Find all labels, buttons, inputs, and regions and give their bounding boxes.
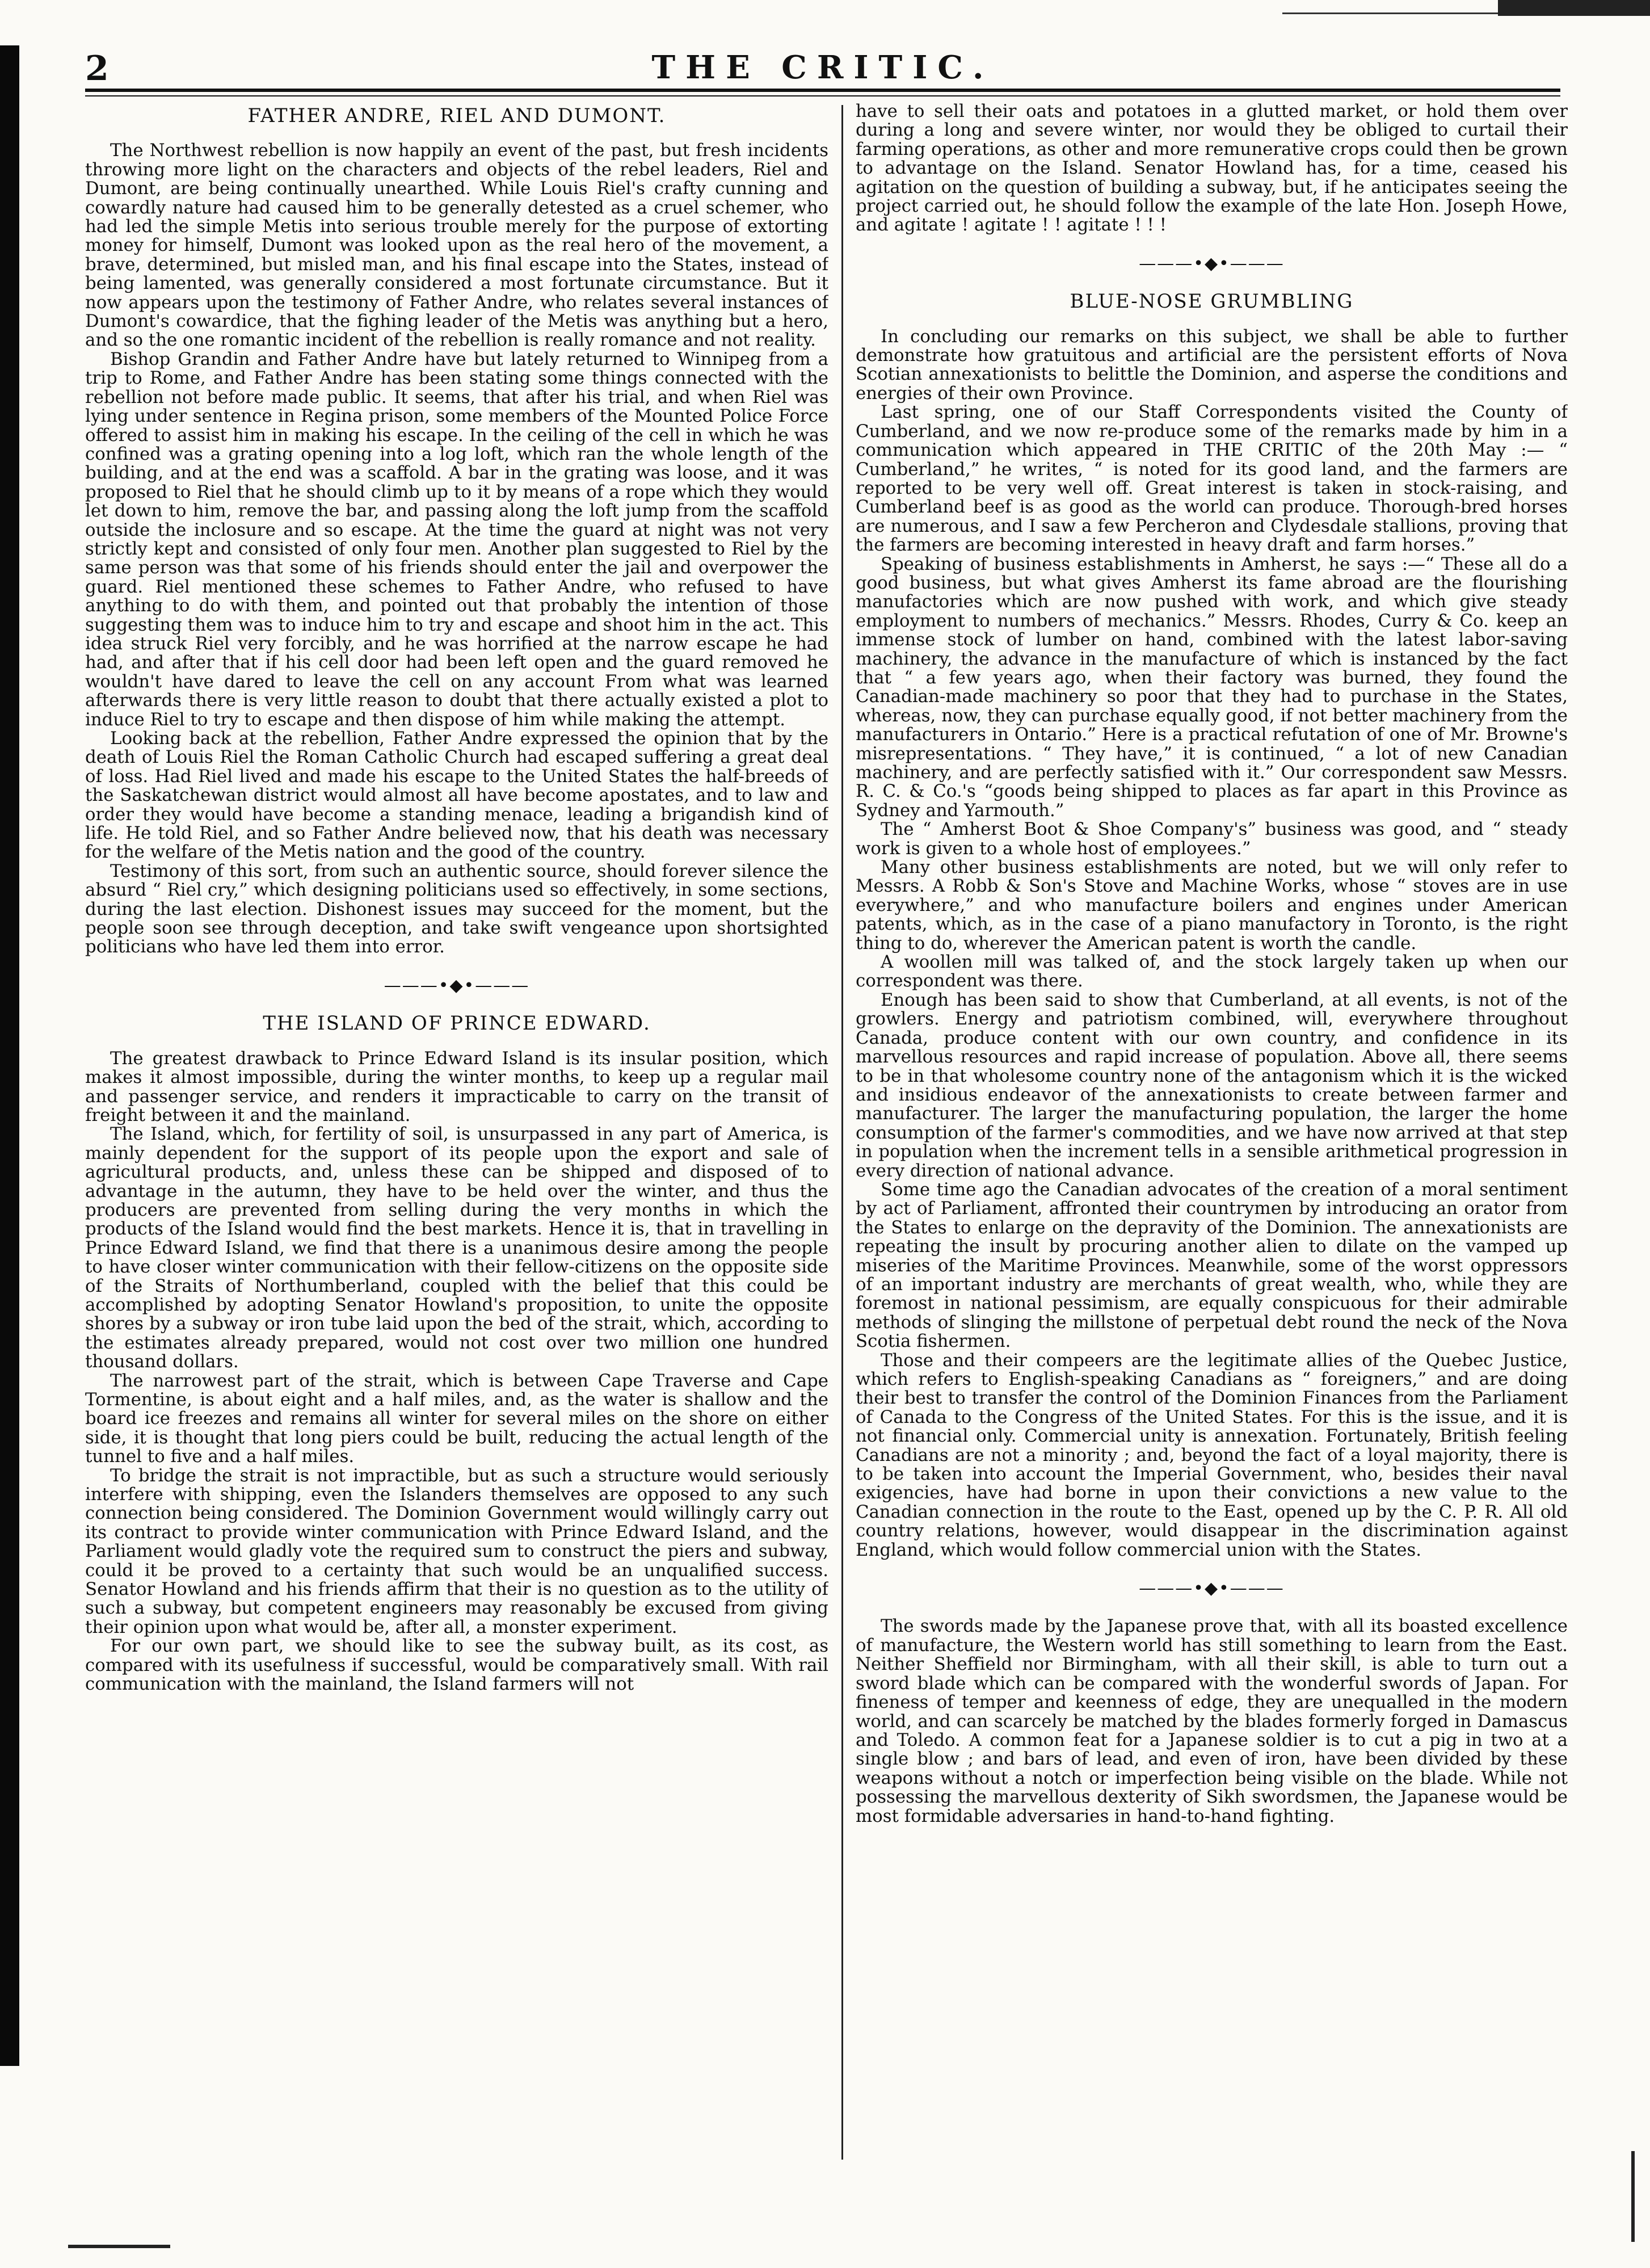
right-column bbox=[856, 102, 1568, 2168]
section-divider: ———•◆•——— bbox=[1139, 1578, 1285, 1599]
article-paragraph: Looking back at the rebellion, Father Andre expressed the opinion that by the death of Louis Riel the Roman Catholic Church had escaped suffering a great deal of loss. Had Riel lived and made his escape to the United States the half-breeds of the Saskatchewan district would almost all have become apostates, and to law and order they would have become a standing menace, leading a brigandish kind of life. He told Riel, and so Father Andre believed now, that his death was necessary for the welfare of the Metis nation and the good of the country. bbox=[85, 728, 828, 863]
scan-artifact-line bbox=[1282, 12, 1498, 14]
masthead-title: THE CRITIC. bbox=[651, 49, 994, 86]
header-rule bbox=[85, 89, 1560, 92]
article-paragraph: The “ Amherst Boot & Shoe Company's” business was good, and “ steady work is given to a whole host of employees.” bbox=[856, 819, 1568, 859]
article-paragraph: Some time ago the Canadian advocates of the creation of a moral sentiment by act of Parliament, affronted their countrymen by introducing an orator from the States to enlarge on the depravity of the Dominion. The annexationists are repeating the insult by procuring another alien to dilate on the vamped up miseries of the Maritime Provinces. Meanwhile, some of the worst oppressors of an important industry are merchants of great wealth, who, while they are foremost in national pessimism, are equally conspicuous for their admirable methods of slinging the millstone of perpetual debt round the neck of the Nova Scotia fishermen. bbox=[856, 1179, 1568, 1352]
article-prince-edward bbox=[85, 1014, 828, 1694]
article-paragraph: Last spring, one of our Staff Correspondents visited the County of Cumberland, and we now re-produce some of the remarks made by him in a communication which appeared in THE CRITIC of the 20th May :— “ Cumberland,” he writes, “ is noted for its good land, and the farmers are reported to be very well off. Great interest is taken in stock-raising, and Cumberland beef is as good as the world can produce. Thorough-bred horses are numerous, and I saw a few Percheron and Clydesdale stallions, proving that the farmers are becoming interested in heavy draft and farm horses.” bbox=[856, 402, 1568, 556]
article-father-andre bbox=[85, 104, 828, 957]
article-paragraph: The greatest drawback to Prince Edward Island is its insular position, which makes it almost impossible, during the winter months, to keep up a regular mail and passenger service, and renders it impracticable to carry on the transit of freight between it and the mainland. bbox=[85, 1048, 828, 1125]
page-header bbox=[85, 49, 1560, 89]
scan-edge-top bbox=[1498, 0, 1650, 16]
article-paragraph: Those and their compeers are the legitimate allies of the Quebec Justice, which refers to English-speaking Canadians as “ foreigners,” and are doing their best to transfer the control of the Dominion Finances from the Parliament of Canada to the Congress of the United States. For this is the issue, and it is not financial only. Commercial unity is annexation. Fortunately, British feeling Canadians are not a minority ; and, beyond the fact of a loyal majority, there is to be taken into account the Imperial Government, who, besides their naval exigencies, have had borne in upon their convictions a new value to the Canadian connection in the route to the East, opened up by the C. P. R. All old country relations, however, would disappear in the discrimination against England, which would follow commercial union with the States. bbox=[856, 1350, 1568, 1560]
article-paragraph: In concluding our remarks on this subject, we shall be able to further demonstrate how gratuitous and artificial are the persistent efforts of Nova Scotian annexationists to belittle the Dominion, and asperse the conditions and energies of their own Province. bbox=[856, 326, 1568, 404]
article-title: THE ISLAND OF PRINCE EDWARD. bbox=[263, 1012, 651, 1035]
article-paragraph: A woollen mill was talked of, and the stock largely taken up when our correspondent was there. bbox=[856, 952, 1568, 992]
page-number: 2 bbox=[85, 49, 109, 89]
article-paragraph: Enough has been said to show that Cumberland, at all events, is not of the growlers. Energy and patriotism combined, will, everywhere throughout Canada, produce content with our own country, and confidence in its marvellous resources and rapid increase of population. Above all, there seems to be in that wholesome country none of the antagonism which it is the wicked and insidious endeavor of the annexationists to create between farmer and manufacturer. The larger the manufacturing population, the larger the home consumption of the farmer's commodities, and we have now arrived at that step in population when the increment tells in a sensible arithmetical progression in every direction of national advance. bbox=[856, 989, 1568, 1181]
article-paragraph: Speaking of business establishments in Amherst, he says :—“ These all do a good business, but what gives Amherst its fame abroad are the flourishing manufactories which are now pushed with work, and which give steady employment to numbers of mechanics.” Messrs. Rhodes, Curry & Co. keep an immense stock of lumber on hand, combined with the latest labor-saving machinery, the advance in the manufacture of which is instanced by the fact that “ a few years ago, when their factory was burned, they found the Canadian-made machinery so poor that they had to purchase in the States, whereas, now, they can purchase equally good, if not better machinery from the manufacturers in Ontario.” Here is a practical refutation of one of Mr. Browne's misrepresentations. “ They have,” it is continued, “ a lot of new Canadian machinery, and are perfectly satisfied with it.” Our correspondent saw Messrs. R. C. & Co.'s “goods being shipped to places as far apart in this Province as Sydney and Yarmouth.” bbox=[856, 553, 1568, 821]
left-column bbox=[85, 102, 828, 2168]
continued-paragraph: have to sell their oats and potatoes in a glutted market, or hold them over during a long and severe winter, nor would they be obliged to curtail their farming operations, as other and more remunerative crops could then be grown to advantage on the Island. Senator Howland has, for a time, ceased his agitation on the question of building a subway, but, if he anticipates seeing the project carried out, he should follow the example of the late Hon. Joseph Howe, and agitate ! agitate ! ! agitate ! ! ! bbox=[856, 102, 1568, 236]
article-blue-nose bbox=[856, 292, 1568, 1560]
article-title: BLUE-NOSE GRUMBLING bbox=[1070, 290, 1354, 313]
column-divider bbox=[841, 105, 843, 2160]
article-title: FATHER ANDRE, RIEL AND DUMONT. bbox=[247, 104, 666, 127]
article-paragraph: The narrowest part of the strait, which is between Cape Traverse and Cape Tormentine, is about eight and a half miles, and, as the water is shallow and the board ice freezes and remains all winter for several miles on the shore on either side, it is thought that long piers could be built, reducing the actual length of the tunnel to five and a half miles. bbox=[85, 1370, 828, 1467]
scan-artifact-right bbox=[1631, 2151, 1635, 2242]
article-paragraph: Bishop Grandin and Father Andre have but lately returned to Winnipeg from a trip to Rome, and Father Andre has been stating some things connected with the rebellion not before made public. It seems, that after his trial, and when Riel was lying under sentence in Regina prison, some members of the Mounted Police Force offered to assist him in making his escape. In the ceiling of the cell in which he was confined was a grating opening into a log loft, which ran the whole length of the building, and at the end was a scaffold. A bar in the grating was loose, and it was proposed to Riel that he should climb up to it by means of a rope which they would let down to him, remove the bar, and passing along the loft jump from the scaffold outside the inclosure and so escape. At the time the guard at night was not very strictly kept and consisted of only four men. Another plan suggested to Riel by the same person was that some of his friends should enter the jail and overpower the guard. Riel mentioned these schemes to Father Andre, who refused to have anything to do with them, and pointed out that probably the intention of those suggesting them was to induce him to try and escape and shoot him in the act. This idea struck Riel very forcibly, and he was horrified at the narrow escape he had had, and after that if his cell door had been left open and the guard removed he wouldn't have dared to leave the cell on any account From what was learned afterwards there is very little reason to doubt that there actually existed a plot to induce Riel to try to escape and then dispose of him while making the attempt. bbox=[85, 348, 828, 730]
article-paragraph: The Island, which, for fertility of soil, is unsurpassed in any part of America, is mainly dependent for the support of its people upon the export and sale of agricultural products, and, unless these can be shipped and disposed of to advantage in the autumn, they have to be held over the winter, and thus the producers are prevented from selling during the very months in which the products of the Island would find the best markets. Hence it is, that in travelling in Prince Edward Island, we find that there is a unanimous desire among the people to have closer winter communication with their fellow-citizens on the opposite side of the Straits of Northumberland, coupled with the belief that this could be accomplished by adopting Senator Howland's proposition, to unite the opposite shores by a subway or iron tube laid upon the bed of the strait, which, according to the estimates already prepared, would not cost over two million one hundred thousand dollars. bbox=[85, 1124, 828, 1372]
article-paragraph: To bridge the strait is not impractible, but as such a structure would seriously interfere with shipping, even the Islanders themselves are opposed to any such connection being considered. The Dominion Government would willingly carry out its contract to provide winter communication with Prince Edward Island, and the Parliament would gladly vote the required sum to construct the piers and subway, could it be proved to a certainty that such would be an unqualified success. Senator Howland and his friends affirm that their is no question as to the utility of such a subway, but competent engineers may reasonably be excused from giving their opinion upon what would be, after all, a monster experiment. bbox=[85, 1465, 828, 1637]
article-paragraph: Testimony of this sort, from such an authentic source, should forever silence the absurd “ Riel cry,” which designing politicians used so effectively, in some sections, during the last election. Dishonest issues may succeed for the moment, but the people soon see through deception, and take swift vengeance upon shortsighted politicians who have led them into error. bbox=[85, 860, 828, 957]
header-rule-thin bbox=[85, 95, 1560, 96]
scan-artifact-bottom bbox=[68, 2245, 170, 2248]
article-paragraph: For our own part, we should like to see the subway built, as its cost, as compared with its usefulness if successful, would be comparatively small. With rail communication with the mainland, the Island farmers will not bbox=[85, 1636, 828, 1695]
section-divider: ———•◆•——— bbox=[1139, 253, 1285, 274]
article-paragraph: Many other business establishments are noted, but we will only refer to Messrs. A Robb & Son's Stove and Machine Works, whose “ stoves are in use everywhere,” and who manufacture boilers and engines under American patents, which, as in the case of a piano manufactory in Toronto, is the right thing to do, wherever the American patent is worth the candle. bbox=[856, 857, 1568, 954]
closing-note: The swords made by the Japanese prove that, with all its boasted excellence of manufacture, the Western world has still something to learn from the East. Neither Sheffield nor Birmingham, with all their skill, is able to turn out a sword blade which can be compared with the wonderful swords of Japan. For fineness of temper and keenness of edge, they are unequalled in the modern world, and can scarcely be matched by the blades formerly forged in Damascus and Toledo. A common feat for a Japanese soldier is to cut a pig in two at a single blow ; and bars of lead, and even of iron, have been divided by these weapons without a notch or imperfection being visible on the blade. While not possessing the marvellous dexterity of Sikh swordsmen, the Japanese would be most formidable adversaries in hand-to-hand fighting. bbox=[856, 1616, 1568, 1826]
scan-edge-shadow bbox=[0, 45, 19, 2066]
section-divider: ———•◆•——— bbox=[384, 975, 530, 996]
article-paragraph: The Northwest rebellion is now happily an event of the past, but fresh incidents throwing more light on the characters and objects of the rebel leaders, Riel and Dumont, are being continually unearthed. While Louis Riel's crafty cunning and cowardly nature had caused him to be generally detested as a cruel schemer, who had led the simple Metis into serious trouble merely for the purpose of extorting money for himself, Dumont was looked upon as the real hero of the movement, a brave, determined, but misled man, and his final escape into the States, instead of being lamented, was generally considered a most fortunate circumstance. But it now appears upon the testimony of Father Andre, who relates several instances of Dumont's cowardice, that the fighing leader of the Metis was anything but a hero, and so the one romantic incident of the rebellion is really romance and not reality. bbox=[85, 140, 828, 351]
